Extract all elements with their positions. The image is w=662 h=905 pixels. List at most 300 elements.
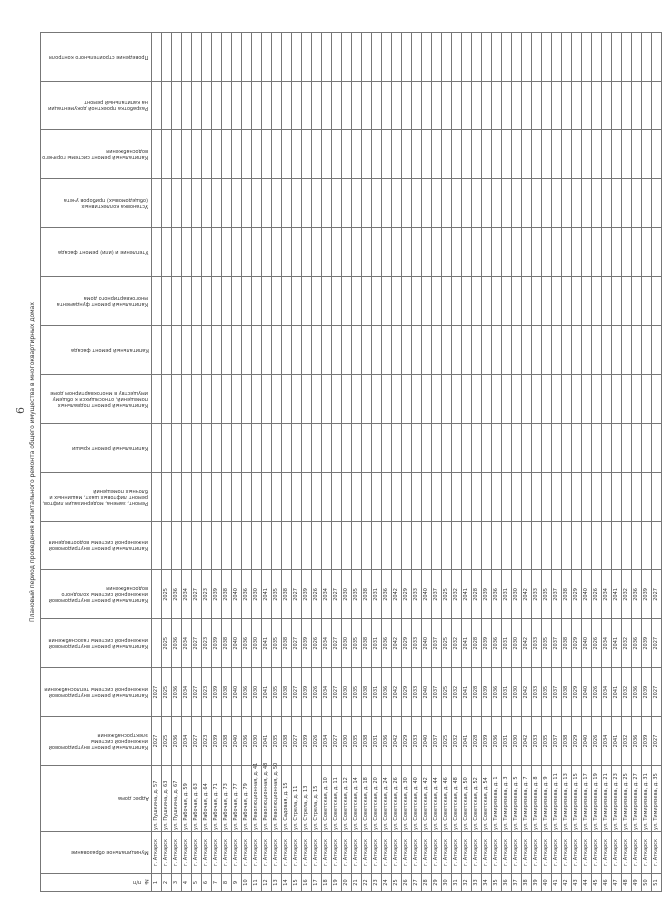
year-cell: 2029 — [402, 668, 412, 717]
year-cell — [632, 130, 642, 179]
year-cell — [212, 32, 222, 81]
year-cell — [542, 325, 552, 374]
table-row — [202, 32, 212, 891]
year-cell — [242, 130, 252, 179]
year-cell — [272, 325, 282, 374]
address-cell: ул. Тимирязева, д. 7 — [522, 766, 532, 832]
table-row — [462, 32, 472, 891]
year-cell — [352, 325, 362, 374]
year-cell — [312, 325, 322, 374]
year-cell — [442, 81, 452, 130]
year-cell — [182, 228, 192, 277]
year-cell: 2029 — [402, 570, 412, 619]
municipality-cell: г. Аткарск — [232, 832, 242, 874]
year-cell — [232, 81, 242, 130]
year-cell: 2041 — [462, 619, 472, 668]
municipality-cell: г. Аткарск — [642, 832, 652, 874]
year-cell — [262, 277, 272, 326]
year-cell — [412, 81, 422, 130]
table-row — [512, 32, 522, 891]
year-cell — [572, 277, 582, 326]
address-cell: ул. Революционная, д. 50 — [272, 766, 282, 832]
year-cell — [302, 228, 312, 277]
year-cell: 2027 — [332, 570, 342, 619]
year-cell — [412, 277, 422, 326]
year-cell: 2036 — [492, 668, 502, 717]
row-number-cell: 50 — [642, 874, 652, 892]
year-cell — [652, 374, 662, 423]
year-cell — [182, 374, 192, 423]
municipality-cell: г. Аткарск — [352, 832, 362, 874]
table-row — [492, 32, 502, 891]
year-cell: 2040 — [582, 619, 592, 668]
year-cell: 2025 — [162, 668, 172, 717]
year-cell — [542, 374, 552, 423]
table-row — [332, 32, 342, 891]
year-cell — [202, 228, 212, 277]
year-cell: 2036 — [632, 570, 642, 619]
year-cell — [382, 472, 392, 521]
table-row — [342, 32, 352, 891]
address-cell: ул. Тимирязева, д. 9 — [542, 766, 552, 832]
municipality-cell: г. Аткарск — [342, 832, 352, 874]
table-row — [642, 32, 652, 891]
year-cell — [192, 32, 202, 81]
address-cell: ул. Советская, д. 26 — [392, 766, 402, 832]
year-cell — [652, 130, 662, 179]
year-cell — [432, 325, 442, 374]
year-cell — [332, 325, 342, 374]
year-cell — [652, 32, 662, 81]
year-cell — [522, 277, 532, 326]
year-cell — [392, 423, 402, 472]
year-cell — [232, 228, 242, 277]
year-cell — [562, 130, 572, 179]
year-cell — [432, 81, 442, 130]
year-cell — [582, 423, 592, 472]
table-row — [592, 32, 602, 891]
year-cell — [302, 130, 312, 179]
schedule-table — [40, 32, 662, 892]
year-cell: 2038 — [362, 619, 372, 668]
year-cell — [202, 32, 212, 81]
year-cell: 2040 — [422, 570, 432, 619]
year-cell — [232, 472, 242, 521]
municipality-cell: г. Аткарск — [272, 832, 282, 874]
year-cell: 2036 — [172, 619, 182, 668]
address-cell: ул. Рабочая, д. 63 — [192, 766, 202, 832]
year-cell: 2038 — [562, 619, 572, 668]
year-cell — [162, 374, 172, 423]
year-cell — [222, 179, 232, 228]
year-cell: 2035 — [542, 619, 552, 668]
year-cell — [312, 32, 322, 81]
year-cell — [322, 179, 332, 228]
municipality-cell: г. Аткарск — [402, 832, 412, 874]
municipality-cell: г. Аткарск — [592, 832, 602, 874]
year-cell — [372, 423, 382, 472]
year-cell — [642, 130, 652, 179]
year-cell — [162, 228, 172, 277]
municipality-cell: г. Аткарск — [312, 832, 322, 874]
row-number-cell: 25 — [392, 874, 402, 892]
year-cell — [292, 130, 302, 179]
municipality-cell: г. Аткарск — [552, 832, 562, 874]
year-cell — [152, 81, 162, 130]
year-cell — [192, 374, 202, 423]
year-cell — [242, 325, 252, 374]
year-cell — [332, 472, 342, 521]
address-cell: ул. Стрела, д. 15 — [312, 766, 322, 832]
year-cell: 2030 — [252, 619, 262, 668]
year-cell — [402, 325, 412, 374]
year-cell — [182, 325, 192, 374]
year-cell: 2039 — [642, 570, 652, 619]
year-cell — [422, 179, 432, 228]
year-cell — [222, 521, 232, 570]
year-cell — [572, 374, 582, 423]
year-cell — [552, 277, 562, 326]
year-cell — [642, 228, 652, 277]
row-number-cell: 26 — [402, 874, 412, 892]
year-cell — [172, 179, 182, 228]
year-cell — [482, 228, 492, 277]
year-cell: 2042 — [392, 619, 402, 668]
column-header-label: Ремонт, замена, модернизация лифтов, ремонт лифтовых шахт, машинных и блочных помещений — [42, 487, 149, 506]
year-cell — [372, 521, 382, 570]
year-cell — [482, 472, 492, 521]
year-cell — [312, 277, 322, 326]
year-cell — [422, 521, 432, 570]
table-row — [582, 32, 592, 891]
year-cell — [532, 228, 542, 277]
year-cell — [472, 325, 482, 374]
year-cell: 2037 — [432, 717, 442, 766]
row-number-cell: 3 — [172, 874, 182, 892]
year-cell — [152, 619, 162, 668]
year-cell — [622, 325, 632, 374]
year-cell — [502, 130, 512, 179]
address-cell: ул. Рабочая, д. 64 — [202, 766, 212, 832]
table-row — [292, 32, 302, 891]
year-cell: 2038 — [282, 668, 292, 717]
year-cell — [592, 277, 602, 326]
year-cell — [592, 130, 602, 179]
year-cell — [572, 228, 582, 277]
year-cell — [402, 472, 412, 521]
year-cell — [502, 423, 512, 472]
year-cell — [332, 228, 342, 277]
year-cell — [202, 277, 212, 326]
year-cell — [532, 423, 542, 472]
column-header-label: Капитальный ремонт внутридомовой инженерной системы теплоснабжения — [44, 686, 149, 699]
year-cell: 2031 — [372, 668, 382, 717]
document-sheet — [26, 32, 659, 892]
year-cell — [622, 32, 632, 81]
year-cell — [252, 423, 262, 472]
year-cell — [382, 130, 392, 179]
municipality-cell: г. Аткарск — [602, 832, 612, 874]
year-cell: 2034 — [322, 619, 332, 668]
year-cell: 2042 — [392, 570, 402, 619]
year-cell — [372, 228, 382, 277]
year-cell — [282, 423, 292, 472]
year-cell — [342, 277, 352, 326]
year-cell — [422, 228, 432, 277]
row-number-cell: 31 — [452, 874, 462, 892]
row-number-cell: 4 — [182, 874, 192, 892]
year-cell — [152, 325, 162, 374]
year-cell — [622, 374, 632, 423]
year-cell — [342, 374, 352, 423]
table-row — [412, 32, 422, 891]
year-cell — [582, 521, 592, 570]
year-cell: 2027 — [152, 668, 162, 717]
table-row — [212, 32, 222, 891]
year-cell — [202, 472, 212, 521]
year-cell — [242, 472, 252, 521]
year-cell: 2037 — [552, 619, 562, 668]
table-row — [232, 32, 242, 891]
year-cell — [532, 277, 542, 326]
year-cell: 2029 — [402, 619, 412, 668]
year-cell — [482, 81, 492, 130]
year-cell — [442, 179, 452, 228]
year-cell — [402, 521, 412, 570]
year-cell — [642, 472, 652, 521]
year-cell — [552, 374, 562, 423]
year-cell — [352, 179, 362, 228]
address-cell: ул. Советская, д. 44 — [432, 766, 442, 832]
year-cell — [392, 81, 402, 130]
year-cell — [462, 130, 472, 179]
year-cell: 2040 — [582, 668, 592, 717]
year-cell: 2028 — [472, 570, 482, 619]
year-cell — [572, 423, 582, 472]
column-header — [41, 766, 152, 832]
address-cell: ул. Тимирязева, д. 23 — [612, 766, 622, 832]
year-cell: 2036 — [242, 668, 252, 717]
year-cell: 2041 — [612, 570, 622, 619]
row-number-cell: 43 — [572, 874, 582, 892]
year-cell — [192, 130, 202, 179]
address-cell: ул. Революционная, д. 41 — [252, 766, 262, 832]
year-cell — [452, 472, 462, 521]
year-cell — [472, 228, 482, 277]
table-row — [442, 32, 452, 891]
year-cell: 2029 — [402, 717, 412, 766]
table-row — [162, 32, 172, 891]
year-cell: 2032 — [452, 619, 462, 668]
year-cell — [242, 374, 252, 423]
year-cell — [342, 423, 352, 472]
year-cell: 2034 — [602, 570, 612, 619]
row-number-cell: 5 — [192, 874, 202, 892]
year-cell — [452, 228, 462, 277]
year-cell: 2030 — [342, 717, 352, 766]
year-cell — [512, 374, 522, 423]
year-cell: 2028 — [472, 717, 482, 766]
row-number-cell: 30 — [442, 874, 452, 892]
year-cell: 2027 — [192, 619, 202, 668]
year-cell — [422, 325, 432, 374]
year-cell — [172, 130, 182, 179]
year-cell — [322, 472, 332, 521]
year-cell — [642, 423, 652, 472]
row-number-cell: 15 — [292, 874, 302, 892]
year-cell — [482, 277, 492, 326]
year-cell — [172, 423, 182, 472]
year-cell — [332, 374, 342, 423]
year-cell — [422, 472, 432, 521]
year-cell — [492, 277, 502, 326]
table-row — [362, 32, 372, 891]
year-cell — [472, 374, 482, 423]
year-cell — [162, 179, 172, 228]
year-cell — [372, 374, 382, 423]
year-cell — [262, 179, 272, 228]
year-cell — [342, 521, 352, 570]
row-number-cell: 34 — [482, 874, 492, 892]
year-cell — [332, 130, 342, 179]
year-cell — [552, 81, 562, 130]
row-number-cell: 46 — [602, 874, 612, 892]
year-cell — [152, 130, 162, 179]
year-cell — [232, 423, 242, 472]
column-header-label: Капитальный ремонт фундамента многоквартирного дома — [57, 295, 149, 308]
year-cell — [342, 179, 352, 228]
address-cell: ул. Советская, д. 11 — [332, 766, 342, 832]
column-header-label: Капитальный ремонт внутридомовой инженерной системы холодного водоснабжения — [49, 585, 149, 604]
year-cell: 2030 — [342, 668, 352, 717]
column-header — [41, 570, 152, 619]
year-cell — [232, 374, 242, 423]
year-cell — [432, 423, 442, 472]
year-cell: 2037 — [432, 668, 442, 717]
municipality-cell: г. Аткарск — [242, 832, 252, 874]
address-cell: ул. Советская, д. 20 — [372, 766, 382, 832]
year-cell — [292, 374, 302, 423]
year-cell — [442, 228, 452, 277]
table-row — [242, 32, 252, 891]
year-cell: 2025 — [162, 717, 172, 766]
year-cell: 2038 — [362, 717, 372, 766]
column-header — [41, 423, 152, 472]
municipality-cell: г. Аткарск — [332, 832, 342, 874]
year-cell — [292, 472, 302, 521]
row-number-cell: 10 — [242, 874, 252, 892]
year-cell — [642, 179, 652, 228]
year-cell — [152, 32, 162, 81]
year-cell — [512, 130, 522, 179]
column-header — [41, 277, 152, 326]
year-cell — [542, 179, 552, 228]
year-cell — [332, 521, 342, 570]
year-cell: 2027 — [652, 570, 662, 619]
year-cell — [642, 374, 652, 423]
column-header-label: Установка коллективных (общедомовых) приборов учета — [64, 197, 149, 210]
column-header — [41, 717, 152, 766]
year-cell: 2030 — [252, 668, 262, 717]
year-cell — [512, 325, 522, 374]
year-cell: 2037 — [552, 717, 562, 766]
year-cell — [382, 325, 392, 374]
year-cell — [202, 130, 212, 179]
year-cell: 2042 — [522, 717, 532, 766]
year-cell — [312, 423, 322, 472]
row-number-cell: 20 — [342, 874, 352, 892]
year-cell — [562, 179, 572, 228]
year-cell — [222, 32, 232, 81]
year-cell: 2026 — [312, 570, 322, 619]
year-cell — [452, 521, 462, 570]
year-cell — [582, 130, 592, 179]
year-cell — [652, 179, 662, 228]
year-cell — [602, 521, 612, 570]
year-cell — [612, 277, 622, 326]
year-cell — [322, 521, 332, 570]
table-row — [532, 32, 542, 891]
row-number-cell: 36 — [502, 874, 512, 892]
year-cell: 2033 — [412, 717, 422, 766]
year-cell — [352, 81, 362, 130]
year-cell — [462, 521, 472, 570]
year-cell — [412, 228, 422, 277]
year-cell — [352, 277, 362, 326]
year-cell — [482, 325, 492, 374]
year-cell: 2034 — [322, 668, 332, 717]
year-cell: 2035 — [352, 717, 362, 766]
table-row — [452, 32, 462, 891]
column-header-label: Утепление и (или) ремонт фасада — [58, 249, 149, 256]
year-cell — [252, 277, 262, 326]
year-cell — [472, 472, 482, 521]
column-header-label: Капитальный ремонт подвальных помещений, относящихся к общему имуществу в многоквартирном доме — [50, 389, 149, 408]
year-cell — [602, 81, 612, 130]
year-cell — [252, 325, 262, 374]
year-cell — [402, 423, 412, 472]
row-number-cell: 1 — [152, 874, 162, 892]
year-cell: 2034 — [182, 570, 192, 619]
municipality-cell: г. Аткарск — [202, 832, 212, 874]
table-row — [552, 32, 562, 891]
column-header — [41, 325, 152, 374]
table-row — [482, 32, 492, 891]
municipality-cell: г. Аткарск — [442, 832, 452, 874]
year-cell — [612, 423, 622, 472]
year-cell: 2035 — [272, 717, 282, 766]
year-cell — [382, 423, 392, 472]
year-cell: 2038 — [282, 570, 292, 619]
year-cell — [362, 374, 372, 423]
year-cell: 2030 — [512, 668, 522, 717]
year-cell: 2041 — [612, 668, 622, 717]
year-cell — [652, 228, 662, 277]
year-cell — [652, 325, 662, 374]
row-number-cell: 11 — [252, 874, 262, 892]
year-cell: 2039 — [212, 570, 222, 619]
municipality-cell: г. Аткарск — [292, 832, 302, 874]
year-cell: 2041 — [612, 619, 622, 668]
year-cell — [252, 374, 262, 423]
column-header-label: Капитальный ремонт внутридомовой инженерной системы водоотведения — [48, 539, 149, 552]
year-cell — [432, 374, 442, 423]
year-cell — [372, 130, 382, 179]
column-header — [41, 832, 152, 874]
year-cell — [652, 472, 662, 521]
year-cell: 2030 — [252, 717, 262, 766]
table-row — [322, 32, 332, 891]
